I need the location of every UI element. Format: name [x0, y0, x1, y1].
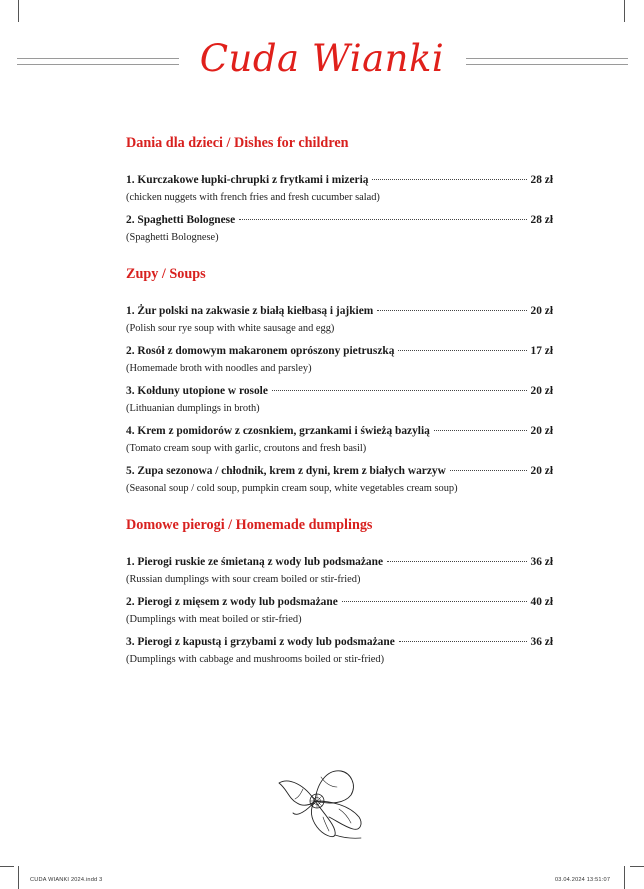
menu-item: [126, 463, 553, 497]
page-title: Cuda Wianki: [199, 37, 445, 80]
menu-item-price: 28 zł: [530, 214, 553, 226]
section-title: Domowe pierogi / Homemade dumplings: [126, 517, 373, 533]
menu-section: [126, 134, 553, 246]
menu-item-description: (Lithuanian dumplings in broth): [126, 403, 260, 414]
section-title: Dania dla dzieci / Dishes for children: [126, 135, 349, 151]
dot-leader: [239, 218, 526, 220]
menu-item-description: (Dumplings with cabbage and mushrooms boiled or stir-fried): [126, 654, 385, 665]
menu-item-description: (Seasonal soup / cold soup, pumpkin cream soup, white vegetables cream soup): [126, 483, 458, 494]
menu-item-name: 5. Zupa sezonowa / chłodnik, krem z dyni, krem z białych warzyw: [126, 465, 446, 477]
menu-item-description: (chicken nuggets with french fries and fresh cucumber salad): [126, 192, 380, 203]
menu-item-description: (Russian dumplings with sour cream boiled or stir-fried): [126, 574, 361, 585]
dot-leader: [434, 429, 527, 431]
dot-leader: [398, 349, 526, 351]
menu-item: [126, 423, 553, 457]
menu-item: [126, 554, 553, 588]
menu-item-name: 1. Kurczakowe łupki-chrupki z frytkami i mizerią: [126, 174, 369, 186]
poppy-flower-icon: [275, 765, 367, 839]
crop-mark-bottom-left-h: [0, 866, 14, 867]
menu-item-price: 40 zł: [530, 596, 553, 608]
menu-item-line: [126, 463, 553, 479]
menu-item-description: (Tomato cream soup with garlic, croutons and fresh basil): [126, 443, 367, 454]
menu-item-name: 2. Rosół z domowym makaronem oprószony pietruszką: [126, 345, 395, 357]
menu-item: [126, 343, 553, 377]
menu-item-name: 2. Pierogi z mięsem z wody lub podsmażane: [126, 596, 338, 608]
dot-leader: [450, 469, 527, 471]
menu-item: [126, 212, 553, 246]
menu-item-price: 36 zł: [530, 636, 553, 648]
menu-item-line: [126, 634, 553, 650]
dot-leader: [272, 389, 527, 391]
menu-item-description: (Dumplings with meat boiled or stir-fried): [126, 614, 302, 625]
menu-item-line: [126, 423, 553, 439]
menu-item-price: 28 zł: [530, 174, 553, 186]
footer-file: CUDA WIANKI 2024.indd 3: [30, 877, 103, 883]
menu-item-line: [126, 212, 553, 228]
menu-item: [126, 172, 553, 206]
menu-item-price: 20 zł: [530, 425, 553, 437]
footer-timestamp: 03.04.2024 13:51:07: [555, 877, 611, 883]
dot-leader: [377, 309, 526, 311]
menu-item-name: 1. Żur polski na zakwasie z białą kiełbasą i jajkiem: [126, 305, 374, 317]
menu-item-line: [126, 303, 553, 319]
menu-item-description: (Polish sour rye soup with white sausage and egg): [126, 323, 335, 334]
menu-item-description: (Spaghetti Bolognese): [126, 232, 219, 243]
section-title: Zupy / Soups: [126, 266, 206, 282]
menu-item-price: 20 zł: [530, 305, 553, 317]
menu-item: [126, 594, 553, 628]
dot-leader: [342, 600, 527, 602]
menu-item: [126, 634, 553, 668]
crop-mark-bottom-left: [18, 866, 19, 889]
menu-item: [126, 383, 553, 417]
crop-mark-top-right: [624, 0, 625, 22]
menu-item-name: 1. Pierogi ruskie ze śmietaną z wody lub podsmażane: [126, 556, 384, 568]
dot-leader: [372, 178, 526, 180]
crop-mark-bottom-right: [624, 866, 625, 889]
menu-item-description: (Homemade broth with noodles and parsley): [126, 363, 312, 374]
menu-item-name: 2. Spaghetti Bolognese: [126, 214, 236, 226]
menu-item-price: 20 zł: [530, 385, 553, 397]
menu-item-line: [126, 343, 553, 359]
menu-item: [126, 303, 553, 337]
menu-content: [126, 134, 553, 674]
menu-section: [126, 265, 553, 497]
menu-item-name: 3. Kołduny utopione w rosole: [126, 385, 268, 397]
crop-mark-top-left: [18, 0, 19, 22]
dot-leader: [399, 640, 527, 642]
menu-item-name: 3. Pierogi z kapustą i grzybami z wody lub podsmażane: [126, 636, 395, 648]
dot-leader: [387, 560, 527, 562]
menu-item-line: [126, 383, 553, 399]
menu-item-price: 20 zł: [530, 465, 553, 477]
crop-mark-bottom-right-h: [630, 866, 644, 867]
menu-item-price: 17 zł: [530, 345, 553, 357]
menu-item-line: [126, 554, 553, 570]
menu-item-name: 4. Krem z pomidorów z czosnkiem, grzankami i świeżą bazylią: [126, 425, 430, 437]
menu-item-price: 36 zł: [530, 556, 553, 568]
menu-item-line: [126, 172, 553, 188]
menu-item-line: [126, 594, 553, 610]
menu-section: [126, 516, 553, 668]
